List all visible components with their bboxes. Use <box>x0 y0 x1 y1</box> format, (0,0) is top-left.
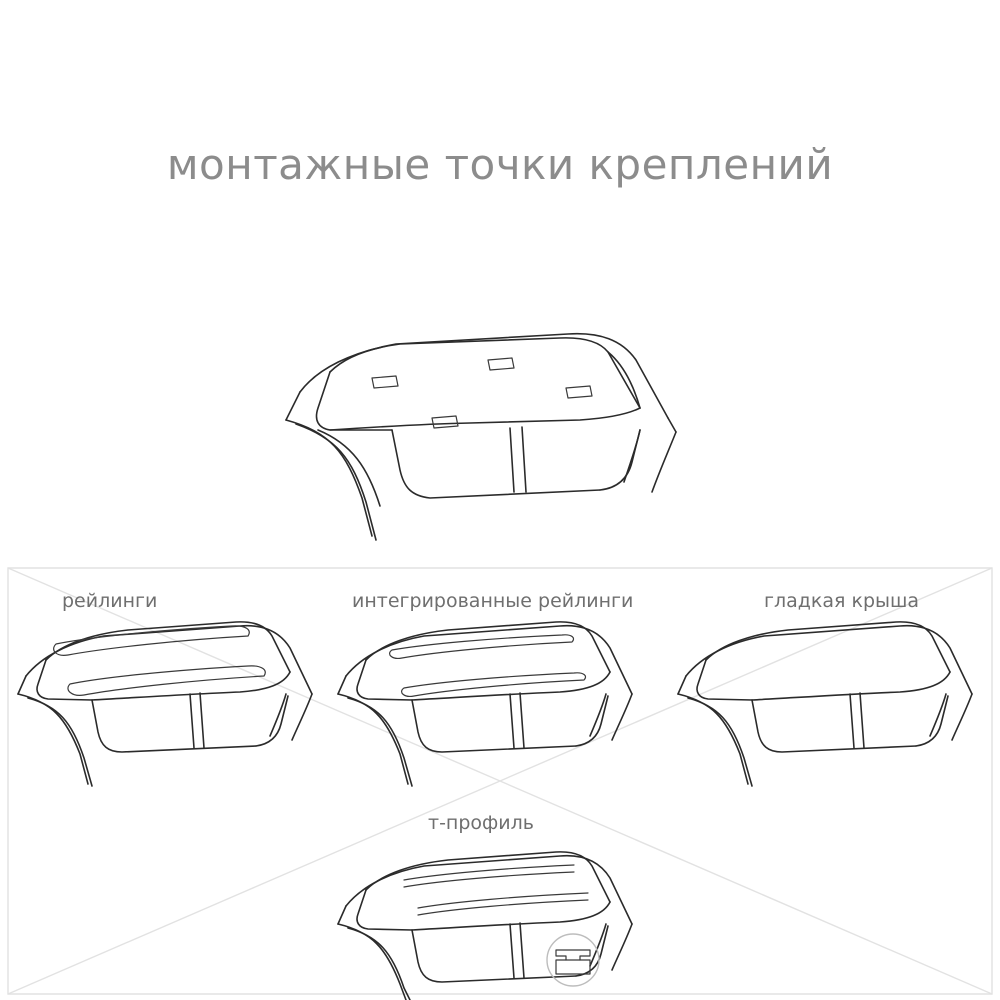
caption-smooth: гладкая крыша <box>764 590 920 612</box>
variant-tprofile-drawing <box>338 852 632 1000</box>
variant-integrated-drawing <box>338 622 632 786</box>
variant-smooth-drawing <box>678 622 972 786</box>
variant-railing-drawing <box>18 622 312 786</box>
page-title: монтажные точки креплений <box>166 140 834 189</box>
caption-railing: рейлинги <box>62 590 158 612</box>
caption-integrated: интегрированные рейлинги <box>352 590 634 612</box>
caption-tprofile: т-профиль <box>428 812 534 834</box>
t-profile-cross-section <box>547 934 599 986</box>
